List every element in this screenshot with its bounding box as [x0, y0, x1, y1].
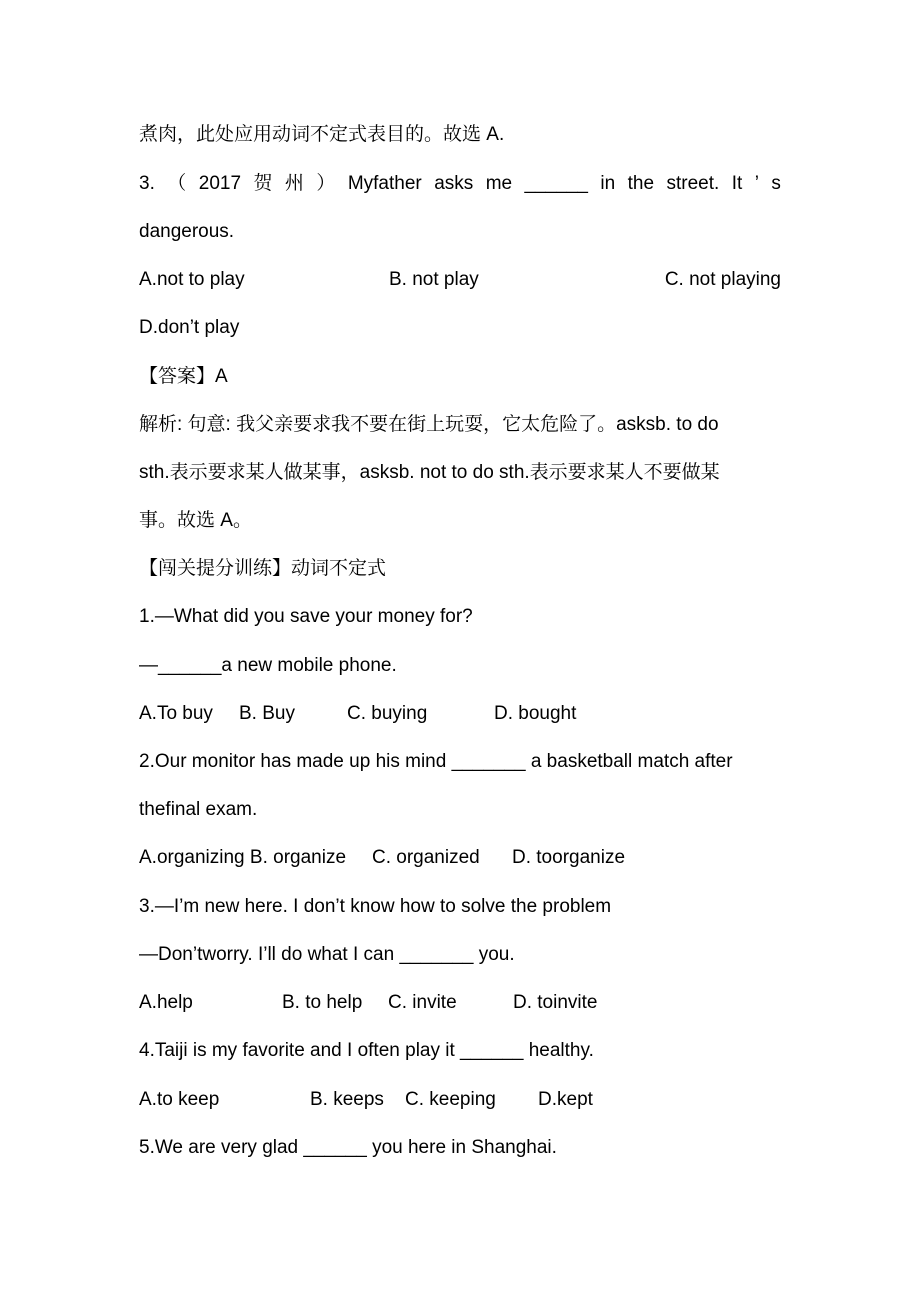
q3-line2: dangerous. [139, 221, 235, 242]
ex4-option-b: B. keeps [310, 1089, 384, 1110]
q3-token: 州 [284, 173, 304, 194]
analysis-line-1: 解析: 句意: 我父亲要求我不要在街上玩耍，它太危险了。asksb. to do [139, 414, 719, 435]
ex2-option-c: C. organized [372, 847, 480, 868]
ex2-option-d: D. toorganize [512, 847, 626, 868]
ex2-line2: thefinal exam. [139, 799, 258, 820]
section-heading: 【闯关提分训练】动词不定式 [139, 558, 387, 579]
ex1-reply: —______a new mobile phone. [139, 655, 397, 676]
ex1-option-d: D. bought [494, 703, 577, 724]
ex1-option-a: A.To buy [139, 703, 213, 724]
q3-token: s [771, 173, 781, 194]
ex1-option-c: C. buying [347, 703, 428, 724]
ex4-option-a: A.to keep [139, 1089, 220, 1110]
ex3-option-b: B. to help [282, 992, 363, 1013]
q3-line1 [139, 172, 781, 196]
previous-conclusion: 煮肉，此处应用动词不定式表目的。故选 A. [139, 124, 505, 145]
q3-token: the [627, 173, 655, 194]
q3-token: me [485, 173, 513, 194]
q3-option-c: C. not playing [664, 269, 781, 290]
q3-token: 贺 [253, 173, 273, 194]
q3-token: ’ [754, 173, 759, 194]
q3-option-d: D.don’t play [139, 317, 240, 338]
q3-token: 3. [139, 173, 155, 194]
q3-token: ） [316, 173, 336, 194]
q3-token: Myfather [347, 173, 422, 194]
q3-token: asks [434, 173, 474, 194]
ex2-line1: 2.Our monitor has made up his mind _______ a basketball match after [139, 751, 733, 772]
q3-token: in [600, 173, 616, 194]
q3-token: It [731, 173, 743, 194]
ex3-option-c: C. invite [388, 992, 457, 1013]
q3-token: （ [167, 173, 187, 194]
ex3-option-d: D. toinvite [513, 992, 598, 1013]
ex3-question: 3.—I’m new here. I don’t know how to solve the problem [139, 896, 612, 917]
analysis-line-3: 事。故选 A。 [139, 510, 252, 531]
answer-line: 【答案】A [139, 366, 228, 387]
ex1-option-b: B. Buy [239, 703, 295, 724]
q3-token: ______ [524, 173, 588, 194]
ex4-option-c: C. keeping [405, 1089, 496, 1110]
ex5-question: 5.We are very glad ______ you here in Shanghai. [139, 1137, 557, 1158]
ex3-reply: —Don’tworry. I’ll do what I can _______ you. [139, 944, 515, 965]
ex2-option-ab: A.organizing B. organize [139, 847, 347, 868]
ex4-question: 4.Taiji is my favorite and I often play it ______ healthy. [139, 1040, 594, 1061]
q3-token: street. [666, 173, 720, 194]
ex1-question: 1.—What did you save your money for? [139, 606, 473, 627]
ex3-option-a: A.help [139, 992, 193, 1013]
q3-option-a: A.not to play [139, 269, 245, 290]
analysis-line-2: sth.表示要求某人做某事，asksb. not to do sth.表示要求某人不要做某 [139, 462, 720, 483]
q3-option-b: B. not play [389, 269, 479, 290]
ex4-option-d: D.kept [538, 1089, 593, 1110]
q3-token: 2017 [198, 173, 242, 194]
